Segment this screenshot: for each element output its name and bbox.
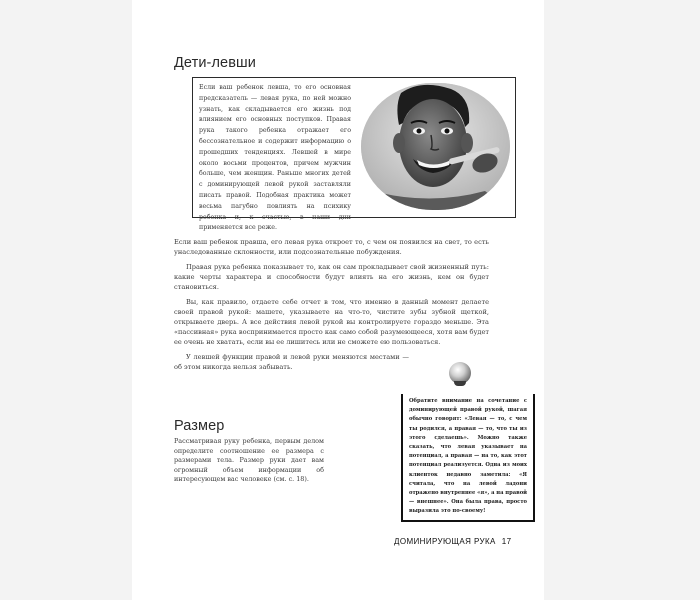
size-paragraph: Рассматривая руку ребенка, первым делом определите соотношение ее размера с размерами тела. Размер руки дает вам огромный объем информации об интересующем вас человеке (см. с. 18).: [174, 437, 324, 483]
crystal-ball-icon: [449, 362, 471, 384]
section-heading-size: Размер: [174, 418, 225, 434]
section-heading-lefties: Дети-левши: [174, 55, 256, 71]
intro-paragraph: Если ваш ребенок левша, то его основная предсказатель — левая рука, по ней можно узнать, как складывается его жизнь под влиянием его основных поступков. Правая рука такого ребенка отражает его бессознательное и содержит информацию о прошедших тенденциях. Левшей в мире около восьми процентов, причем мужчин больше, чем женщин. Раньше многих детей с доминирующей левой рукой заставляли писать правой. Подобная практика может весьма пагубно повлиять на психику ребенка и, к счастью, в наши дни применяется все реже.: [199, 84, 351, 232]
sidebar-text: Обратите внимание на сочетание с доминирующей правой рукой, шагая обычно говорят: «Левая — то, с чем ты родился, а правая — то, что ты из этого сделаешь». Можно также сказать, что левая указывает на потенциал, а правая — на то, как этот потенциал реализуется. Одна из моих клиенток недавно заметила: «Я считала, что на левой ладони отражено внутреннее «я», а на правой — внешнее». Она была права, просто выразила это по-своему!: [409, 398, 527, 515]
page-footer: [394, 537, 511, 546]
size-text-block: [174, 437, 324, 490]
child-brushing-teeth-photo: [361, 83, 510, 210]
photo-illustration: [361, 83, 510, 210]
body-paragraph: Если ваш ребенок правша, его левая рука откроет то, с чем он появился на свет, то есть унаследованные склонности, или подсознательные побуждения.: [174, 238, 489, 256]
sidebar-note: [401, 394, 535, 522]
body-paragraph: Вы, как правило, отдаете себе отчет в том, что именно в данный момент делаете своей правой рукой: машете, указываете на что-то, чистите зубы зубной щеткой, открываете дверь. А все действия левой рукой вы контролируете гораздо меньше. Эта «пассивная» рука воспринимается просто как само собой разумеющееся, хотя вам будет ее очень не хватать, если вы ее лишитесь или не сможете ею пользоваться.: [174, 298, 489, 346]
body-paragraph: У левшей функции правой и левой руки меняются местами — об этом никогда нельзя забывать.: [174, 353, 409, 371]
body-paragraph: Правая рука ребенка показывает то, как он сам прокладывает свой жизненный путь: какие черты характера и способности будут влиять на его жизнь, кем он будет становиться.: [174, 263, 489, 291]
running-title: ДОМИНИРУЮЩАЯ РУКА: [394, 537, 496, 546]
intro-text-block: [199, 83, 351, 239]
book-page: [132, 0, 544, 600]
page-number: 17: [501, 537, 512, 546]
intro-box: [192, 77, 516, 232]
main-body-text: [174, 237, 489, 377]
